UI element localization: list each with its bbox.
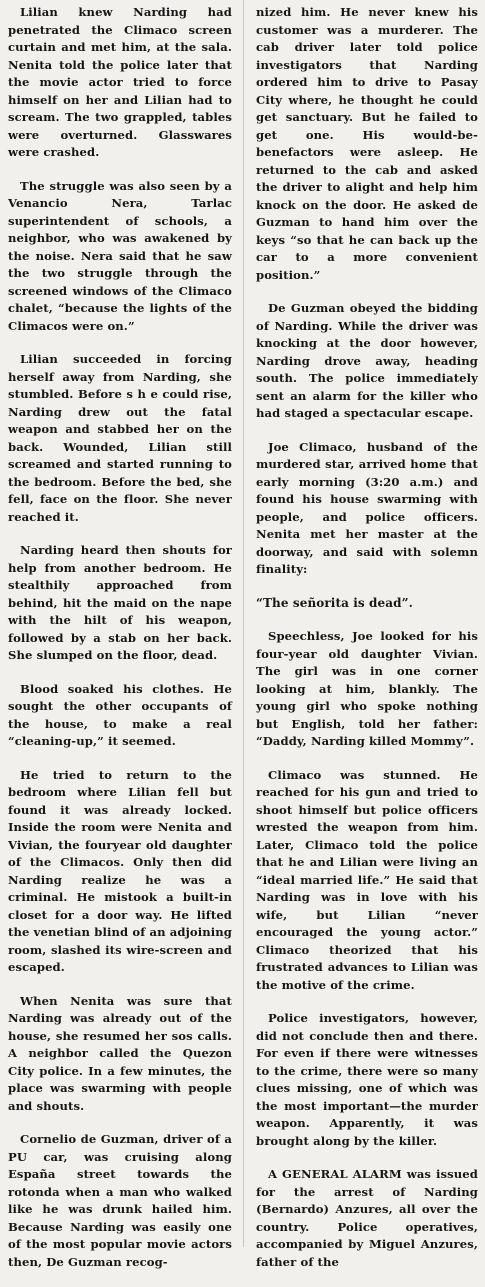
paragraph: Narding heard then shouts for help from another bedroom. He stealthily approached from behind, hit the maid on the nape with the hilt of his weapon, followed by a stab on her back. She slumped on the floor, dead.: [8, 543, 232, 662]
paragraph: Blood soaked his clothes. He sought the other occupants of the house, to make a real “cleaning-up,” it seemed.: [8, 681, 232, 748]
column-divider: [243, 0, 244, 1247]
quote-paragraph: “The señorita is dead”.: [256, 595, 413, 610]
paragraph: Lilian knew Narding had penetrated the Climaco screen curtain and met him, at the sala. Nenita told the police later that the movie actor tried to force himself on her and Lilian had to scream. The two grappled, tables were overturned. Glasswares were crashed.: [8, 5, 232, 159]
paragraph: Climaco was stunned. He reached for his gun and tried to shoot himself but police officers wrested the weapon from him. Later, Climaco told the police that he and Lilian were living an “ideal married life.” He said that Narding was in love with his wife, but Lilian “never encouraged the young actor.” Climaco theorized that his frustrated advances to Lilian was the motive of the crime.: [256, 767, 478, 992]
paragraph: Cornelio de Guzman, driver of a PU car, was cruising along España street towards the rotonda when a man who walked like he was drunk hailed him. Because Narding was easily one of the most popular movie actors then, De Guzman recog-: [8, 1132, 232, 1269]
paragraph: He tried to return to the bedroom where Lilian fell but found it was already locked. Inside the room were Nenita and Vivian, the fouryear old daughter of the Climacos. Only then did Narding realize he was a criminal. He mistook a built-in closet for a door way. He lifted the venetian blind of an adjoining room, slashed its wire-screen and escaped.: [8, 767, 232, 974]
paragraph: Lilian succeeded in forcing herself away from Narding, she stumbled. Before s h e could rise, Narding drew out the fatal weapon and stabbed her on the back. Wounded, Lilian still screamed and started running to the bedroom. Before the bed, she fell, face on the floor. She never reached it.: [8, 352, 232, 524]
right-column: [256, 4, 478, 1287]
paragraph: Speechless, Joe looked for his four-year old daughter Vivian. The girl was in one corner looking at him, blankly. The young girl who spoke nothing but English, told her father: “Daddy, Narding killed Mommy”.: [256, 629, 478, 748]
paragraph: A GENERAL ALARM was issued for the arrest of Narding (Bernardo) Anzures, all over the country. Police operatives, accompanied by Miguel Anzures, father of the: [256, 1167, 478, 1269]
paragraph: When Nenita was sure that Narding was already out of the house, she resumed her sos calls. A neighbor called the Quezon City police. In a few minutes, the place was swarming with people and shouts.: [8, 993, 232, 1113]
paragraph: De Guzman obeyed the bidding of Narding. While the driver was knocking at the door however, Narding drove away, heading south. The police immediately sent an alarm for the killer who had staged a spectacular escape.: [256, 301, 478, 420]
paragraph: nized him. He never knew his customer was a murderer. The cab driver later told police investigators that Narding ordered him to drive to Pasay City where, he thought he could get sanctuary. But he failed to get one. His would-be-benefactors were asleep. He returned to the cab and asked the driver to alight and help him knock on the door. He asked de Guzman to hand him over the keys “so that he can back up the car to a more convenient position.”: [256, 5, 478, 282]
paragraph: Police investigators, however, did not conclude then and there. For even if there were witnesses to the crime, there were so many clues missing, one of which was the most important—the murder weapon. Apparently, it was brought along by the killer.: [256, 1011, 478, 1148]
paragraph: Joe Climaco, husband of the murdered star, arrived home that early morning (3:20 a.m.) and found his house swarming with people, and police officers. Nenita met her master at the doorway, and said with solemn finality:: [256, 439, 478, 576]
left-column: [8, 4, 232, 1287]
paragraph: The struggle was also seen by a Venancio Nera, Tarlac superintendent of schools, a neighbor, who was awakened by the noise. Nera said that he saw the two struggle through the screened windows of the Climaco chalet, “because the lights of the Climacos were on.”: [8, 178, 232, 333]
